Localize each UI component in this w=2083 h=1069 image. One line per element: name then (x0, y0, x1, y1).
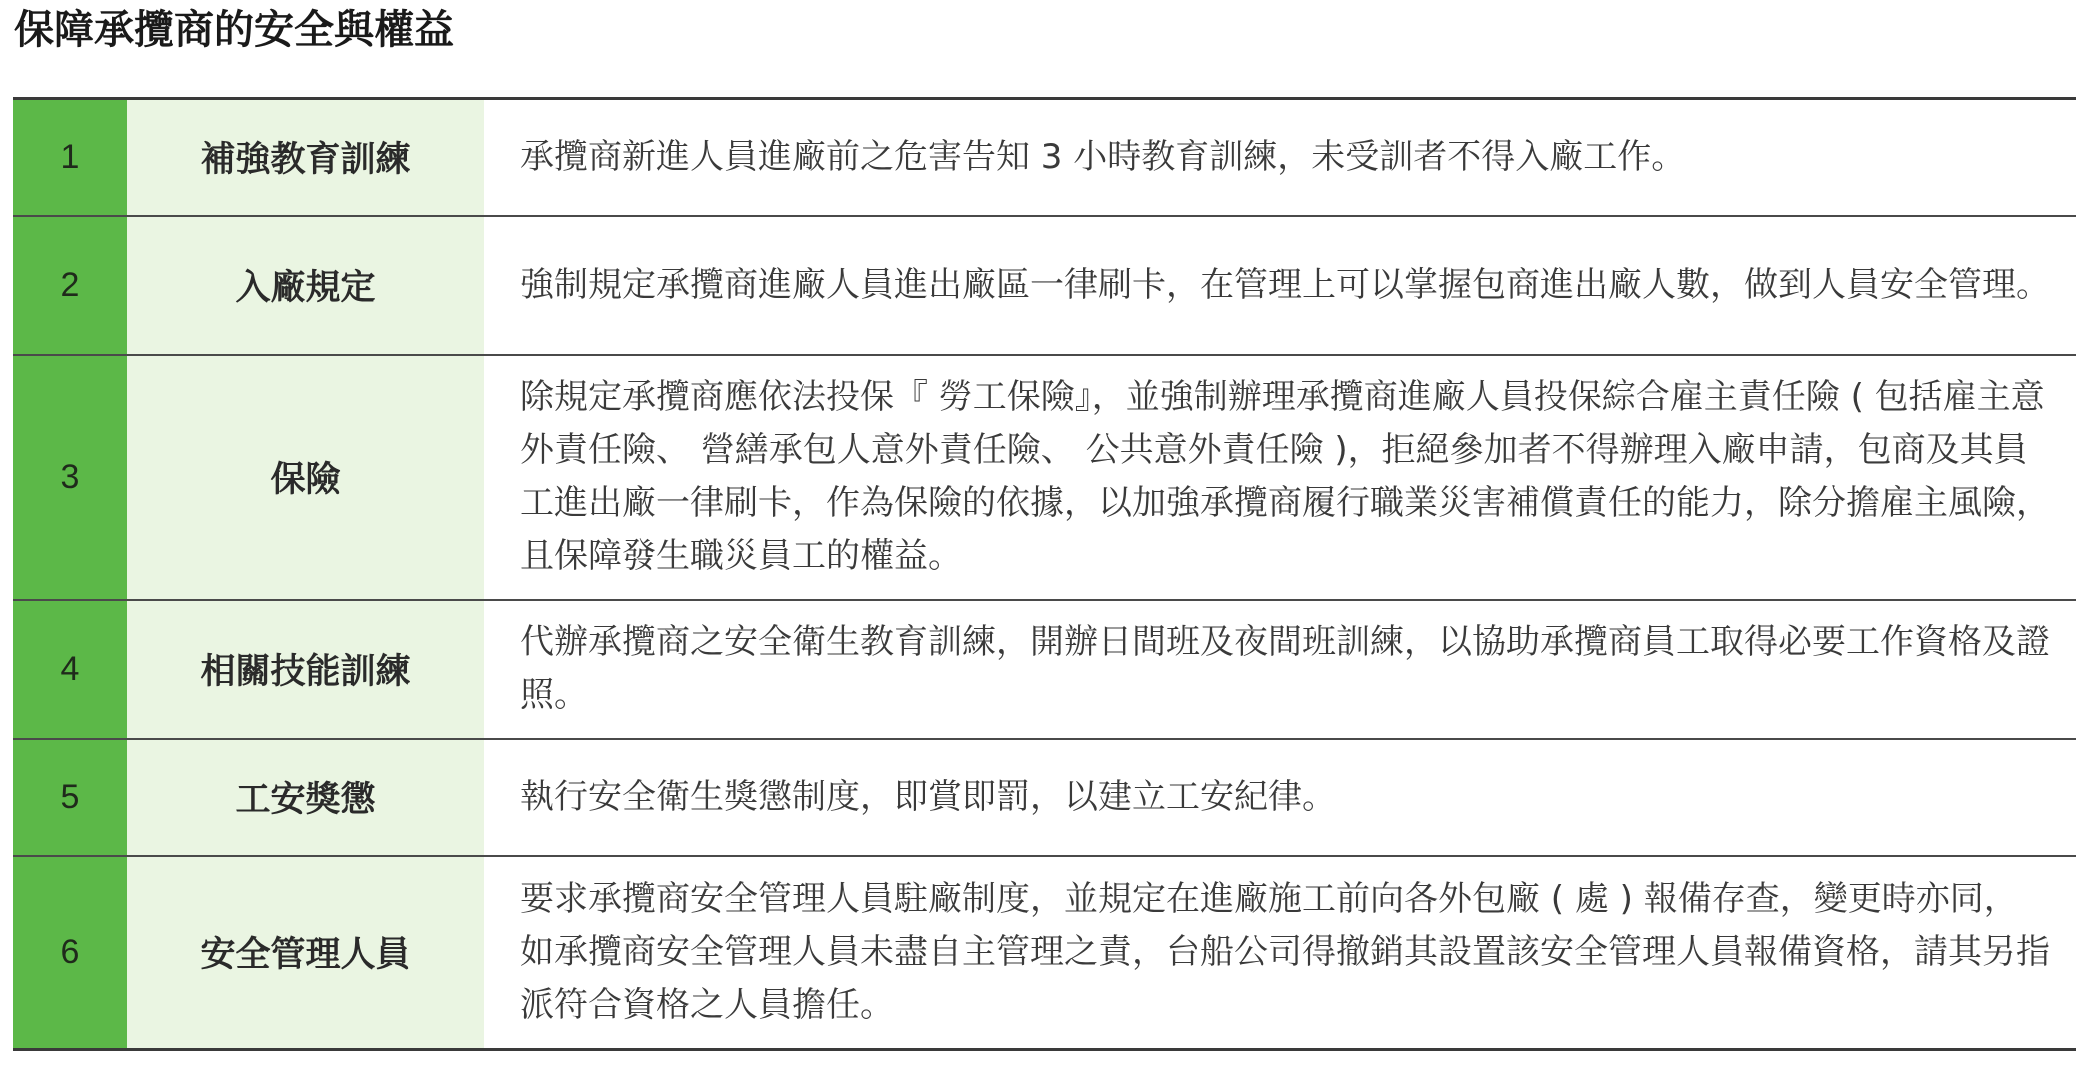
measure-description: 承攬商新進人員進廠前之危害告知 3 小時教育訓練，未受訓者不得入廠工作。 (484, 99, 2076, 216)
row-number: 3 (13, 355, 127, 600)
table-row (13, 355, 2076, 600)
measure-description: 強制規定承攬商進廠人員進出廠區一律刷卡，在管理上可以掌握包商進出廠人數，做到人員安全管理。 (484, 216, 2076, 355)
table-row (13, 600, 2076, 739)
table-row (13, 739, 2076, 856)
measure-name: 工安獎懲 (127, 739, 484, 856)
row-number: 6 (13, 856, 127, 1050)
measure-name: 入廠規定 (127, 216, 484, 355)
page-title: 保障承攬商的安全與權益 (14, 7, 454, 53)
row-number: 1 (13, 99, 127, 216)
row-number: 5 (13, 739, 127, 856)
measure-description: 要求承攬商安全管理人員駐廠制度，並規定在進廠施工前向各外包廠 ( 處 ) 報備存查，變更時亦同，如承攬商安全管理人員未盡自主管理之責，台船公司得撤銷其設置該安全管理人員報備資格，請其另指派符合資格之人員擔任。 (484, 856, 2076, 1050)
measure-name: 保險 (127, 355, 484, 600)
table-row (13, 856, 2076, 1050)
measure-description: 代辦承攬商之安全衛生教育訓練，開辦日間班及夜間班訓練，以協助承攬商員工取得必要工作資格及證照。 (484, 600, 2076, 739)
measure-name: 安全管理人員 (127, 856, 484, 1050)
measure-name: 相關技能訓練 (127, 600, 484, 739)
measure-description: 除規定承攬商應依法投保『 勞工保險』，並強制辦理承攬商進廠人員投保綜合雇主責任險 ( 包括雇主意外責任險、 營繕承包人意外責任險、 公共意外責任險 )，拒絕參加者不得辦理入廠申請，包商及其員工進出廠一律刷卡，作為保險的依據，以加強承攬商履行職業災害補償責任的能力，除分擔雇主風險，且保障發生職災員工的權益。 (484, 355, 2076, 600)
measure-description: 執行安全衛生獎懲制度，即賞即罰，以建立工安紀律。 (484, 739, 2076, 856)
table-row (13, 99, 2076, 216)
table-row (13, 216, 2076, 355)
row-number: 4 (13, 600, 127, 739)
contractor-measures-table (13, 97, 2076, 1051)
row-number: 2 (13, 216, 127, 355)
measure-name: 補強教育訓練 (127, 99, 484, 216)
